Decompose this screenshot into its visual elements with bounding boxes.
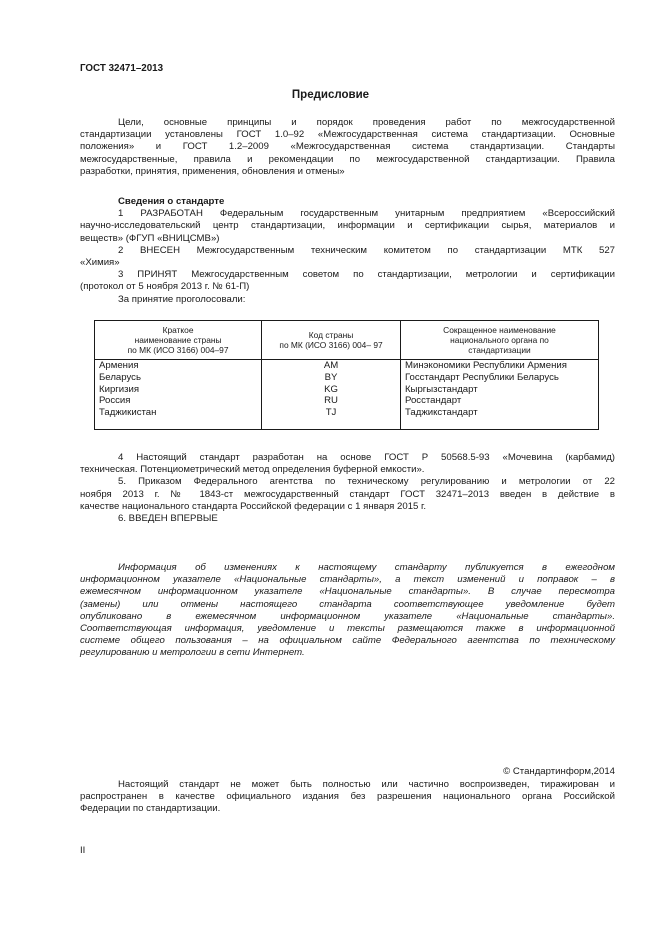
country-cell: Россия xyxy=(95,395,262,407)
notice-line: регулированию и метрологии в сети Интернет. xyxy=(80,647,305,659)
standard-info-heading: Сведения о стандарте xyxy=(118,196,225,207)
code-cell: AM xyxy=(262,360,401,372)
item-2-line: «Химия» xyxy=(80,257,120,269)
table-row xyxy=(95,395,599,407)
page-number: II xyxy=(80,845,86,856)
copyright-line: распространен в качестве официального издания без разрешения национального органа Российской xyxy=(80,791,615,803)
body-cell: Таджикстандарт xyxy=(400,407,598,429)
table-row xyxy=(95,360,599,372)
country-cell: Таджикистан xyxy=(95,407,262,429)
item-5-line: ноября 2013 г. № 1843-ст межгосударственный стандарт ГОСТ 32471–2013 введен в действие в xyxy=(80,488,615,500)
header-country-name: Краткое наименование страны по МК (ИСО 3166) 004–97 xyxy=(95,321,262,360)
page-title: Предисловие xyxy=(291,89,370,101)
change-info-notice xyxy=(80,562,615,660)
body-cell: Кыргызстандарт xyxy=(400,384,598,396)
voting-countries-table xyxy=(94,320,599,430)
body-cell: Госстандарт Республики Беларусь xyxy=(400,372,598,384)
item-1-line: веществ» (ФГУП «ВНИЦСМВ») xyxy=(80,232,220,244)
table-row xyxy=(95,384,599,396)
notice-line: Информация об изменениях к настоящему стандарту публикуется в ежегодном xyxy=(118,562,615,573)
copyright-notice xyxy=(80,779,615,816)
intro-line: положения» и ГОСТ 1.2–2009 «Межгосударственная система стандартизации. Стандарты xyxy=(80,141,615,153)
intro-line: разработки, принятия, применения, обновления и отмены» xyxy=(80,165,345,177)
voted-label: За принятие проголосовали: xyxy=(118,293,246,305)
item-3-line: 3 ПРИНЯТ Межгосударственным советом по стандартизации, метрологии и сертификации xyxy=(118,269,615,281)
item-1-line: научно-исследовательский центр стандартизации, информации и сертификации сырья, материалов и xyxy=(80,220,615,232)
item-4-line: 4 Настоящий стандарт разработан на основе ГОСТ Р 50568.5-93 «Мочевина (карбамид) xyxy=(118,452,615,463)
item-3-line: (протокол от 5 ноября 2013 г. № 61-П) xyxy=(80,281,250,293)
item-2-line: 2 ВНЕСЕН Межгосударственным техническим комитетом по стандартизации МТК 527 xyxy=(118,244,615,256)
notice-line: Соответствующая информация, уведомление и тексты размещаются также в информационной xyxy=(80,623,615,635)
body-cell: Минэкономики Республики Армения xyxy=(400,360,598,372)
body-cell: Росстандарт xyxy=(400,395,598,407)
country-cell: Киргизия xyxy=(95,384,262,396)
item-4-line: техническая. Потенциометрический метод определения буферной емкости». xyxy=(80,464,425,476)
items-after-table xyxy=(80,452,615,525)
document-code: ГОСТ 32471–2013 xyxy=(80,63,164,74)
intro-paragraph xyxy=(80,117,615,178)
code-cell: KG xyxy=(262,384,401,396)
notice-line: опубликовано в ежемесячном информационном указателе «Национальные стандарты». xyxy=(80,610,615,622)
notice-line: информационном указателе «Национальные стандарты», а текст изменений и поправок – в xyxy=(80,574,615,586)
country-cell: Армения xyxy=(95,360,262,372)
item-5-line: 5. Приказом Федерального агентства по техническому регулированию и метрологии от 22 xyxy=(118,476,615,488)
intro-line: стандартизации установлены ГОСТ 1.0–92 «Межгосударственная система стандартизации. Основные xyxy=(80,129,615,141)
notice-line: ежемесячном информационном указателе «Национальные стандарты». В случае пересмотра xyxy=(80,586,615,598)
header-standards-body: Сокращенное наименование национального органа по стандартизации xyxy=(400,321,598,360)
country-cell: Беларусь xyxy=(95,372,262,384)
code-cell: RU xyxy=(262,395,401,407)
notice-line: (замены) или отмены настоящего стандарта соответствующее уведомление будет xyxy=(80,598,615,610)
copyright-line: Федерации по стандартизации. xyxy=(80,803,221,815)
copyright-line: Настоящий стандарт не может быть полностью или частично воспроизведен, тиражирован и xyxy=(118,779,615,790)
code-cell: TJ xyxy=(262,407,401,429)
item-1-line: 1 РАЗРАБОТАН Федеральным государственным унитарным предприятием «Всероссийский xyxy=(118,208,615,220)
copyright-owner: © Стандартинформ,2014 xyxy=(503,766,615,777)
notice-line: системе общего пользования – на официальном сайте Федерального агентства по техническому xyxy=(80,635,615,647)
code-cell: BY xyxy=(262,372,401,384)
table-row xyxy=(95,407,599,429)
standard-info-section xyxy=(80,196,615,306)
header-country-code: Код страны по МК (ИСО 3166) 004– 97 xyxy=(262,321,401,360)
table-header-row xyxy=(95,321,599,360)
table-row xyxy=(95,372,599,384)
item-5-line: качестве национального стандарта Российской федерации с 1 января 2015 г. xyxy=(80,500,427,512)
intro-line: межгосударственные, правила и рекомендации по межгосударственной стандартизации. Правила xyxy=(80,153,615,165)
intro-line: Цели, основные принципы и порядок проведения работ по межгосударственной xyxy=(118,117,615,128)
item-6: 6. ВВЕДЕН ВПЕРВЫЕ xyxy=(118,513,218,525)
